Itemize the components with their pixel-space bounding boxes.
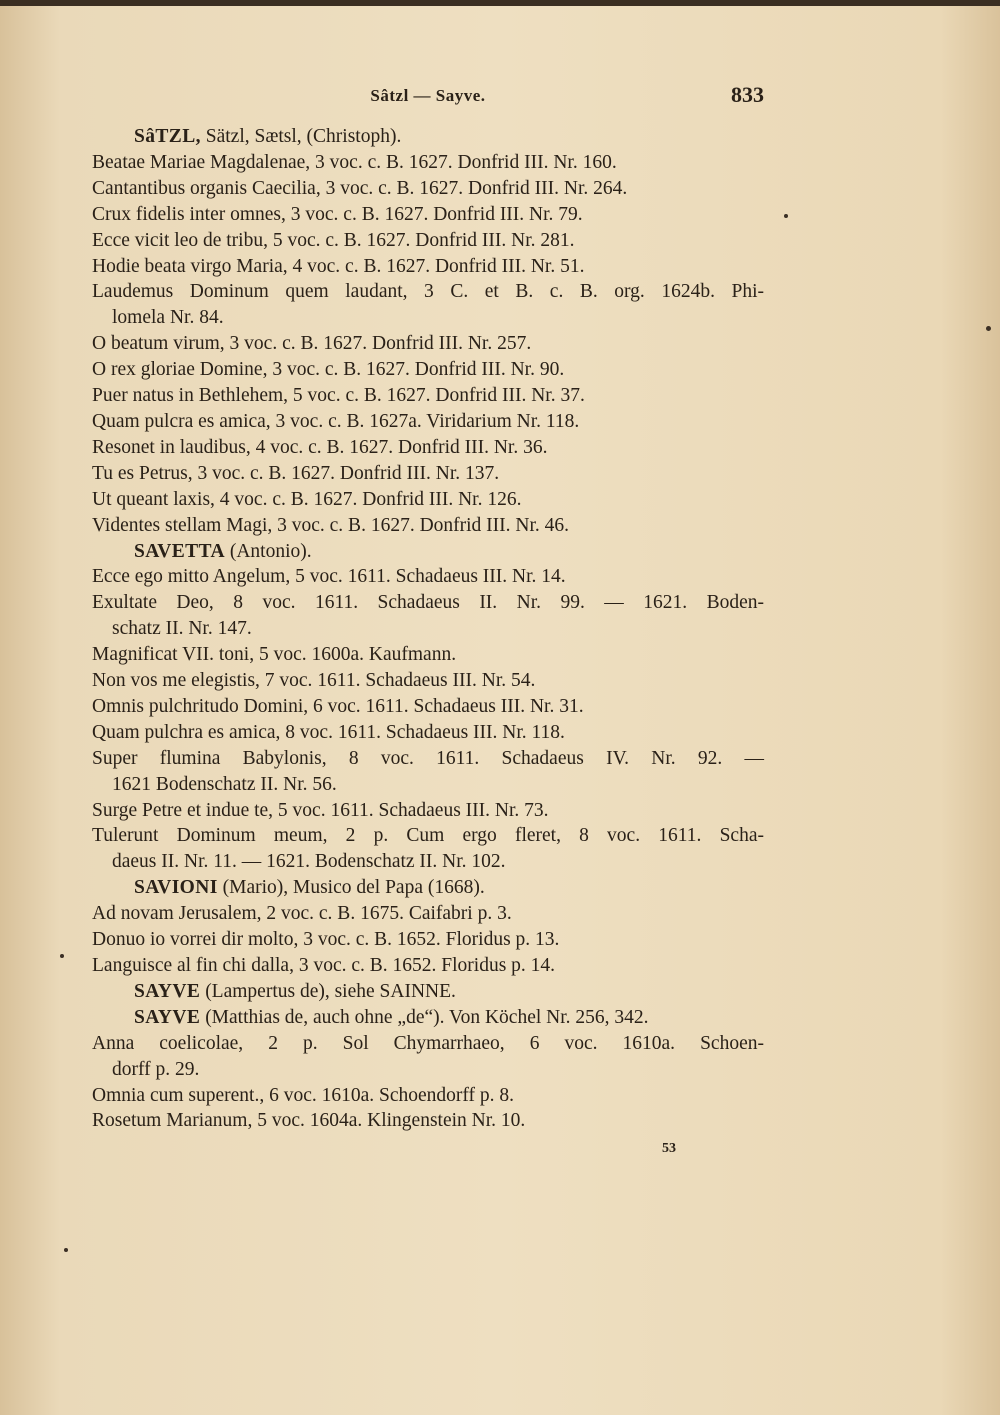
running-title: Sâtzl — Sayve. bbox=[370, 86, 486, 105]
ink-speck bbox=[986, 326, 991, 331]
composer-heading bbox=[92, 1005, 764, 1031]
work-entry: O rex gloriae Domine, 3 voc. c. B. 1627. Donfrid III. Nr. 90. bbox=[92, 359, 565, 381]
work-entry: Donuo io vorrei dir molto, 3 voc. c. B. 1652. Floridus p. 13. bbox=[92, 929, 560, 951]
work-entry: Hodie beata virgo Maria, 4 voc. c. B. 1627. Donfrid III. Nr. 51. bbox=[92, 255, 585, 277]
work-entry: Crux fidelis inter omnes, 3 voc. c. B. 1627. Donfrid III. Nr. 79. bbox=[92, 203, 583, 225]
ink-speck bbox=[64, 1248, 68, 1252]
work-entry-continuation: 1621 Bodenschatz II. Nr. 56. bbox=[112, 773, 337, 795]
composer-details: (Matthias de, auch ohne „de“). Von Köchel Nr. 256, 342. bbox=[205, 1006, 649, 1028]
work-entry: Videntes stellam Magi, 3 voc. c. B. 1627. Donfrid III. Nr. 46. bbox=[92, 514, 570, 536]
work-entry-continuation: dorff p. 29. bbox=[112, 1058, 200, 1080]
composer-details: (Antonio). bbox=[229, 540, 312, 562]
work-entry: Anna coelicolae, 2 p. Sol Chymarrhaeo, 6 voc. 1610a. Schoen- bbox=[92, 1032, 764, 1054]
work-entry: Tulerunt Dominum meum, 2 p. Cum ergo fleret, 8 voc. 1611. Scha- bbox=[92, 825, 764, 847]
work-entry: Languisce al fin chi dalla, 3 voc. c. B. 1652. Floridus p. 14. bbox=[92, 955, 556, 976]
work-entry-continuation: daeus II. Nr. 11. — 1621. Bodenschatz II. Nr. 102. bbox=[112, 851, 506, 873]
work-entry: Magnificat VII. toni, 5 voc. 1600a. Kaufmann. bbox=[92, 644, 457, 666]
work-entry: Surge Petre et indue te, 5 voc. 1611. Schadaeus III. Nr. 73. bbox=[92, 799, 549, 821]
work-entry: O beatum virum, 3 voc. c. B. 1627. Donfrid III. Nr. 257. bbox=[92, 333, 532, 355]
catalog-entries bbox=[92, 124, 764, 1134]
work-entry: Omnia cum superent., 6 voc. 1610a. Schoendorff p. 8. bbox=[92, 1084, 515, 1106]
work-entry: Resonet in laudibus, 4 voc. c. B. 1627. Donfrid III. Nr. 36. bbox=[92, 436, 548, 458]
work-entry: Ecce ego mitto Angelum, 5 voc. 1611. Schadaeus III. Nr. 14. bbox=[92, 566, 566, 588]
work-entry: Non vos me elegistis, 7 voc. 1611. Schadaeus III. Nr. 54. bbox=[92, 670, 536, 692]
composer-details: (Lampertus de), siehe SAINNE. bbox=[205, 980, 456, 1002]
page-number: 833 bbox=[731, 82, 764, 107]
work-entry: Super flumina Babylonis, 8 voc. 1611. Schadaeus IV. Nr. 92. — bbox=[92, 747, 764, 769]
work-entry: Omnis pulchritudo Domini, 6 voc. 1611. Schadaeus III. Nr. 31. bbox=[92, 695, 584, 717]
composer-heading bbox=[92, 979, 764, 1005]
composer-heading bbox=[92, 124, 764, 150]
composer-heading bbox=[92, 875, 764, 901]
work-entry: Laudemus Dominum quem laudant, 3 C. et B. c. B. org. 1624b. Phi- bbox=[92, 281, 764, 303]
work-entry: Puer natus in Bethlehem, 5 voc. c. B. 1627. Donfrid III. Nr. 37. bbox=[92, 385, 585, 407]
work-entry: Quam pulcra es amica, 3 voc. c. B. 1627a. Viridarium Nr. 118. bbox=[92, 410, 580, 432]
ink-speck bbox=[784, 214, 788, 218]
composer-name: SAVETTA bbox=[134, 540, 225, 562]
work-entry: Ut queant laxis, 4 voc. c. B. 1627. Donfrid III. Nr. 126. bbox=[92, 488, 522, 510]
work-entry-continuation: schatz II. Nr. 147. bbox=[112, 618, 252, 640]
composer-name: SAYVE bbox=[134, 980, 201, 1002]
ink-speck bbox=[60, 954, 64, 958]
composer-details: Sätzl, Sætsl, (Christoph). bbox=[205, 126, 402, 147]
composer-name: SâTZL, bbox=[134, 126, 201, 147]
work-entry-continuation: lomela Nr. 84. bbox=[112, 307, 224, 329]
composer-name: SAYVE bbox=[134, 1006, 201, 1028]
page-top-edge bbox=[0, 0, 1000, 6]
work-entry: Ad novam Jerusalem, 2 voc. c. B. 1675. Caifabri p. 3. bbox=[92, 903, 512, 925]
composer-details: (Mario), Musico del Papa (1668). bbox=[222, 877, 485, 899]
work-entry: Exultate Deo, 8 voc. 1611. Schadaeus II. Nr. 99. — 1621. Boden- bbox=[92, 592, 764, 614]
work-entry: Rosetum Marianum, 5 voc. 1604a. Klingenstein Nr. 10. bbox=[92, 1110, 526, 1132]
signature-mark: 53 bbox=[662, 1141, 676, 1156]
work-entry: Cantantibus organis Caecilia, 3 voc. c. B. 1627. Donfrid III. Nr. 264. bbox=[92, 177, 628, 199]
composer-heading bbox=[92, 539, 764, 565]
composer-name: SAVIONI bbox=[134, 877, 218, 899]
work-entry: Ecce vicit leo de tribu, 5 voc. c. B. 1627. Donfrid III. Nr. 281. bbox=[92, 229, 575, 251]
work-entry: Tu es Petrus, 3 voc. c. B. 1627. Donfrid III. Nr. 137. bbox=[92, 462, 500, 484]
work-entry: Beatae Mariae Magdalenae, 3 voc. c. B. 1627. Donfrid III. Nr. 160. bbox=[92, 151, 617, 173]
page-header bbox=[92, 82, 764, 110]
work-entry: Quam pulchra es amica, 8 voc. 1611. Schadaeus III. Nr. 118. bbox=[92, 721, 565, 743]
